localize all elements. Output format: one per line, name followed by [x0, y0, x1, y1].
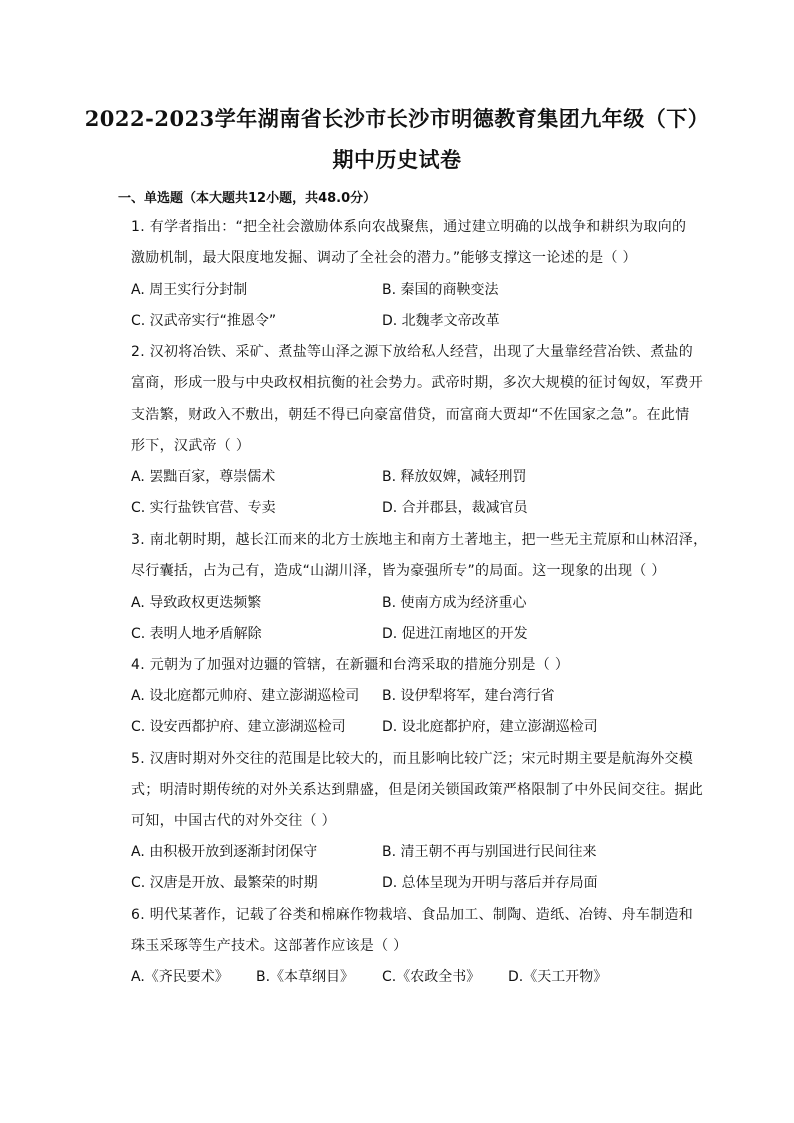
- question-6-option-c: C.《农政全书》: [382, 969, 481, 985]
- question-1-option-d: D. 北魏孝文帝改革: [382, 313, 500, 329]
- question-5-line-1: 5. 汉唐时期对外交往的范围是比较大的，而且影响比较广泛；宋元时期主要是航海外交模: [131, 751, 694, 767]
- question-5-option-c: C. 汉唐是开放、最繁荣的时期: [131, 875, 318, 891]
- question-2-line-1: 2. 汉初将冶铁、采矿、煮盐等山泽之源下放给私人经营，出现了大量靠经营冶铁、煮盐的: [131, 344, 694, 360]
- question-2-option-c: C. 实行盐铁官营、专卖: [131, 500, 276, 516]
- question-1-option-b: B. 秦国的商鞅变法: [382, 282, 499, 298]
- exam-title-line1: 2022-2023学年湖南省长沙市长沙市明德教育集团九年级（下）: [84, 106, 710, 131]
- question-5-option-b: B. 清王朝不再与别国进行民间往来: [382, 844, 597, 860]
- question-3-option-b: B. 使南方成为经济重心: [382, 595, 527, 611]
- question-4-line-1: 4. 元朝为了加强对边疆的管辖，在新疆和台湾采取的措施分别是（ ）: [131, 657, 570, 673]
- question-1-line-1: 1. 有学者指出：“把全社会激励体系向农战聚焦，通过建立明确的以战争和耕织为取向的: [131, 219, 687, 235]
- question-4-option-c: C. 设安西都护府、建立澎湖巡检司: [131, 719, 346, 735]
- question-1-option-a: A. 周王实行分封制: [131, 282, 248, 298]
- question-3-line-2: 尽行囊括，占为己有，造成“山湖川泽，皆为豪强所专”的局面。这一现象的出现（ ）: [131, 563, 666, 579]
- question-1-option-c: C. 汉武帝实行“推恩令”: [131, 313, 277, 329]
- question-3-line-1: 3. 南北朝时期，越长江而来的北方士族地主和南方土著地主，把一些无主荒原和山林沼泽，: [131, 532, 708, 548]
- question-6-option-a: A.《齐民要术》: [131, 969, 229, 985]
- question-2-option-d: D. 合并郡县，裁减官员: [382, 500, 528, 516]
- question-2-option-b: B. 释放奴婢，减轻刑罚: [382, 469, 527, 485]
- section-heading: 一、单选题（本大题共12小题，共48.0分）: [118, 191, 377, 206]
- question-5-line-3: 可知，中国古代的对外交往（ ）: [131, 813, 336, 829]
- question-4-option-d: D. 设北庭都护府，建立澎湖巡检司: [382, 719, 598, 735]
- question-1-line-2: 激励机制，最大限度地发掘、调动了全社会的潜力。”能够支撑这一论述的是（ ）: [131, 250, 637, 266]
- question-5-option-d: D. 总体呈现为开明与落后并存局面: [382, 875, 598, 891]
- question-5-option-a: A. 由积极开放到逐渐封闭保守: [131, 844, 318, 860]
- question-6-line-2: 珠玉采琢等生产技术。这部著作应该是（ ）: [131, 938, 408, 954]
- question-2-line-3: 支浩繁，财政入不敷出，朝廷不得已向豪富借贷，而富商大贾却“不佐国家之急”。在此情: [131, 407, 690, 423]
- question-3-option-a: A. 导致政权更迭频繁: [131, 595, 262, 611]
- question-6-line-1: 6. 明代某著作，记载了谷类和棉麻作物栽培、食品加工、制陶、造纸、冶铸、舟车制造和: [131, 907, 694, 923]
- question-2-option-a: A. 罢黜百家，尊崇儒术: [131, 469, 276, 485]
- question-3-option-c: C. 表明人地矛盾解除: [131, 626, 262, 642]
- exam-title-line2: 期中历史试卷: [332, 147, 462, 172]
- question-2-line-4: 形下，汉武帝（ ）: [131, 438, 251, 454]
- question-5-line-2: 式；明清时期传统的对外关系达到鼎盛，但是闭关锁国政策严格限制了中外民间交往。据此: [131, 782, 703, 798]
- question-2-line-2: 富商，形成一股与中央政权相抗衡的社会势力。武帝时期，多次大规模的征讨匈奴，军费开: [131, 375, 703, 391]
- question-6-option-d: D.《天工开物》: [508, 969, 608, 985]
- question-4-option-b: B. 设伊犁将军，建台湾行省: [382, 688, 555, 704]
- question-6-option-b: B.《本草纲目》: [256, 969, 355, 985]
- question-3-option-d: D. 促进江南地区的开发: [382, 626, 528, 642]
- question-4-option-a: A. 设北庭都元帅府、建立澎湖巡检司: [131, 688, 360, 704]
